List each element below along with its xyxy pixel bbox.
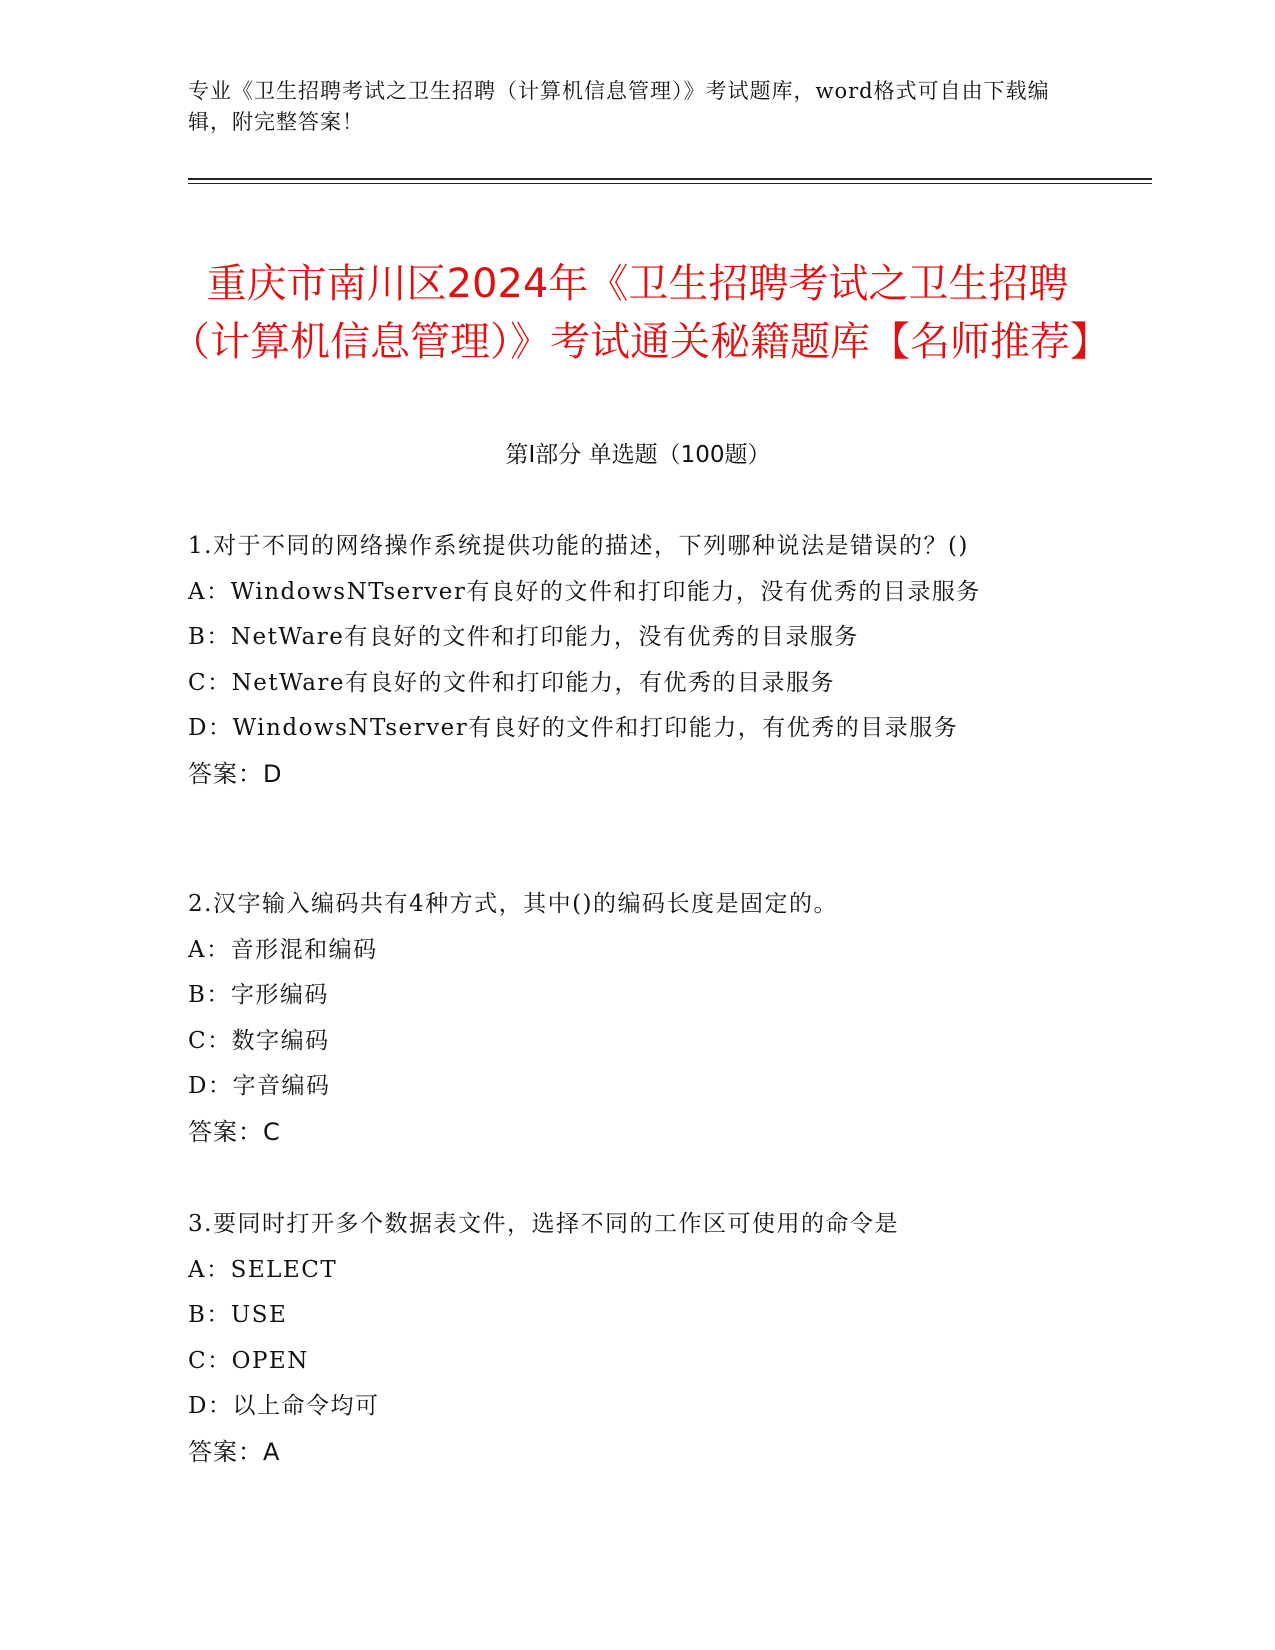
question-stem: 1.对于不同的网络操作系统提供功能的描述，下列哪种说法是错误的？()	[188, 533, 969, 559]
option-c: C：NetWare有良好的文件和打印能力，有优秀的目录服务	[188, 669, 836, 696]
header-rule-thick	[188, 178, 1152, 180]
option-b: B：字形编码	[188, 982, 329, 1008]
section-heading: 第I部分 单选题（100题）	[505, 442, 771, 468]
answer: 答案：A	[188, 1437, 281, 1466]
question-1	[188, 524, 1068, 797]
option-a: A：WindowsNTserver有良好的文件和打印能力，没有优秀的目录服务	[188, 578, 981, 605]
question-2	[188, 882, 1068, 1155]
option-c: C：数字编码	[188, 1027, 330, 1054]
option-d: D：以上命令均可	[188, 1393, 380, 1419]
option-d: D：字音编码	[188, 1073, 331, 1099]
question-stem: 2.汉字输入编码共有4种方式，其中()的编码长度是固定的。	[188, 891, 839, 917]
option-d: D：WindowsNTserver有良好的文件和打印能力，有优秀的目录服务	[188, 715, 959, 741]
question-3	[188, 1202, 1068, 1475]
option-b: B：NetWare有良好的文件和打印能力，没有优秀的目录服务	[188, 624, 859, 650]
option-b: B：USE	[188, 1302, 288, 1328]
answer: 答案：D	[188, 759, 283, 788]
header-rule-thin	[188, 183, 1152, 184]
option-c: C：OPEN	[188, 1347, 309, 1374]
header-note: 专业《卫生招聘考试之卫生招聘（计算机信息管理）》考试题库，word格式可自由下载编辑，附完整答案！	[188, 79, 1050, 134]
option-a: A：SELECT	[188, 1256, 338, 1283]
question-stem: 3.要同时打开多个数据表文件，选择不同的工作区可使用的命令是	[188, 1211, 899, 1237]
option-a: A：音形混和编码	[188, 936, 378, 963]
document-title: 重庆市南川区2024年《卫生招聘考试之卫生招聘（计算机信息管理）》考试通关秘籍题库【名师推荐】	[170, 260, 1110, 365]
answer: 答案：C	[188, 1117, 281, 1146]
